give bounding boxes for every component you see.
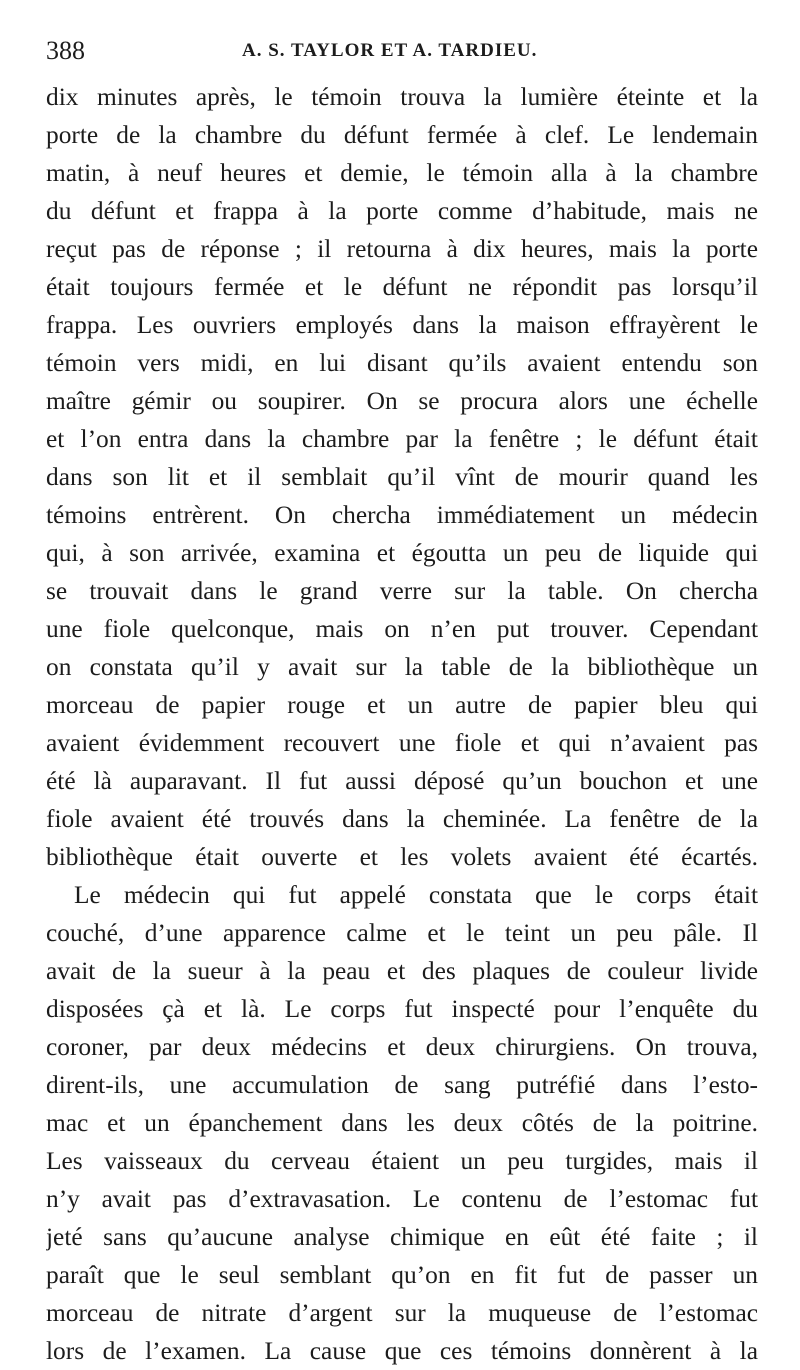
text-line: lors de l’examen. La cause que ces témoins donnèrent à la — [46, 1337, 758, 1365]
text-line: dix minutes après, le témoin trouva la lumière éteinte et la — [46, 83, 758, 111]
text-line: et l’on entra dans la chambre par la fenêtre ; le défunt était — [46, 425, 758, 453]
text-line: paraît que le seul semblant qu’on en fit fut de passer un — [46, 1261, 758, 1289]
text-line: on constata qu’il y avait sur la table de la bibliothèque un — [46, 653, 758, 681]
text-line: couché, d’une apparence calme et le teint un peu pâle. Il — [46, 919, 758, 947]
text-line: une fiole quelconque, mais on n’en put trouver. Cependant — [46, 615, 758, 643]
text-line: du défunt et frappa à la porte comme d’habitude, mais ne — [46, 197, 758, 225]
text-line: était toujours fermée et le défunt ne répondit pas lorsqu’il — [46, 273, 758, 301]
text-line: fiole avaient été trouvés dans la cheminée. La fenêtre de la — [46, 805, 758, 833]
text-line: porte de la chambre du défunt fermée à clef. Le lendemain — [46, 121, 758, 149]
body-text — [46, 78, 758, 1370]
text-line: disposées çà et là. Le corps fut inspecté pour l’enquête du — [46, 995, 758, 1023]
text-line: morceau de nitrate d’argent sur la muqueuse de l’estomac — [46, 1299, 758, 1327]
page-number: 388 — [46, 36, 85, 65]
running-head: A. S. TAYLOR ET A. TARDIEU. — [242, 40, 538, 61]
text-line: se trouvait dans le grand verre sur la table. On chercha — [46, 577, 758, 605]
text-line: jeté sans qu’aucune analyse chimique en eût été faite ; il — [46, 1223, 758, 1251]
text-line: avaient évidemment recouvert une fiole et qui n’avaient pas — [46, 729, 758, 757]
text-line: avait de la sueur à la peau et des plaques de couleur livide — [46, 957, 758, 985]
text-line: frappa. Les ouvriers employés dans la maison effrayèrent le — [46, 311, 758, 339]
text-line: été là auparavant. Il fut aussi déposé qu’un bouchon et une — [46, 767, 758, 795]
page-header — [46, 34, 756, 68]
text-line: reçut pas de réponse ; il retourna à dix heures, mais la porte — [46, 235, 758, 263]
text-line: coroner, par deux médecins et deux chirurgiens. On trouva, — [46, 1033, 758, 1061]
paragraph-end-line: bibliothèque était ouverte et les volets avaient été écartés. — [46, 843, 758, 871]
text-line: morceau de papier rouge et un autre de papier bleu qui — [46, 691, 758, 719]
text-line: dans son lit et il semblait qu’il vînt de mourir quand les — [46, 463, 758, 491]
text-line: Les vaisseaux du cerveau étaient un peu turgides, mais il — [46, 1147, 758, 1175]
text-line: mac et un épanchement dans les deux côtés de la poitrine. — [46, 1109, 758, 1137]
paragraph-start-line: Le médecin qui fut appelé constata que le corps était — [74, 881, 758, 909]
text-line: dirent-ils, une accumulation de sang putréfié dans l’esto- — [46, 1071, 758, 1099]
text-line: maître gémir ou soupirer. On se procura alors une échelle — [46, 387, 758, 415]
text-line: témoin vers midi, en lui disant qu’ils avaient entendu son — [46, 349, 758, 377]
text-line: matin, à neuf heures et demie, le témoin alla à la chambre — [46, 159, 758, 187]
text-line: qui, à son arrivée, examina et égoutta un peu de liquide qui — [46, 539, 758, 567]
text-line: témoins entrèrent. On chercha immédiatement un médecin — [46, 501, 758, 529]
text-line: n’y avait pas d’extravasation. Le contenu de l’estomac fut — [46, 1185, 758, 1213]
